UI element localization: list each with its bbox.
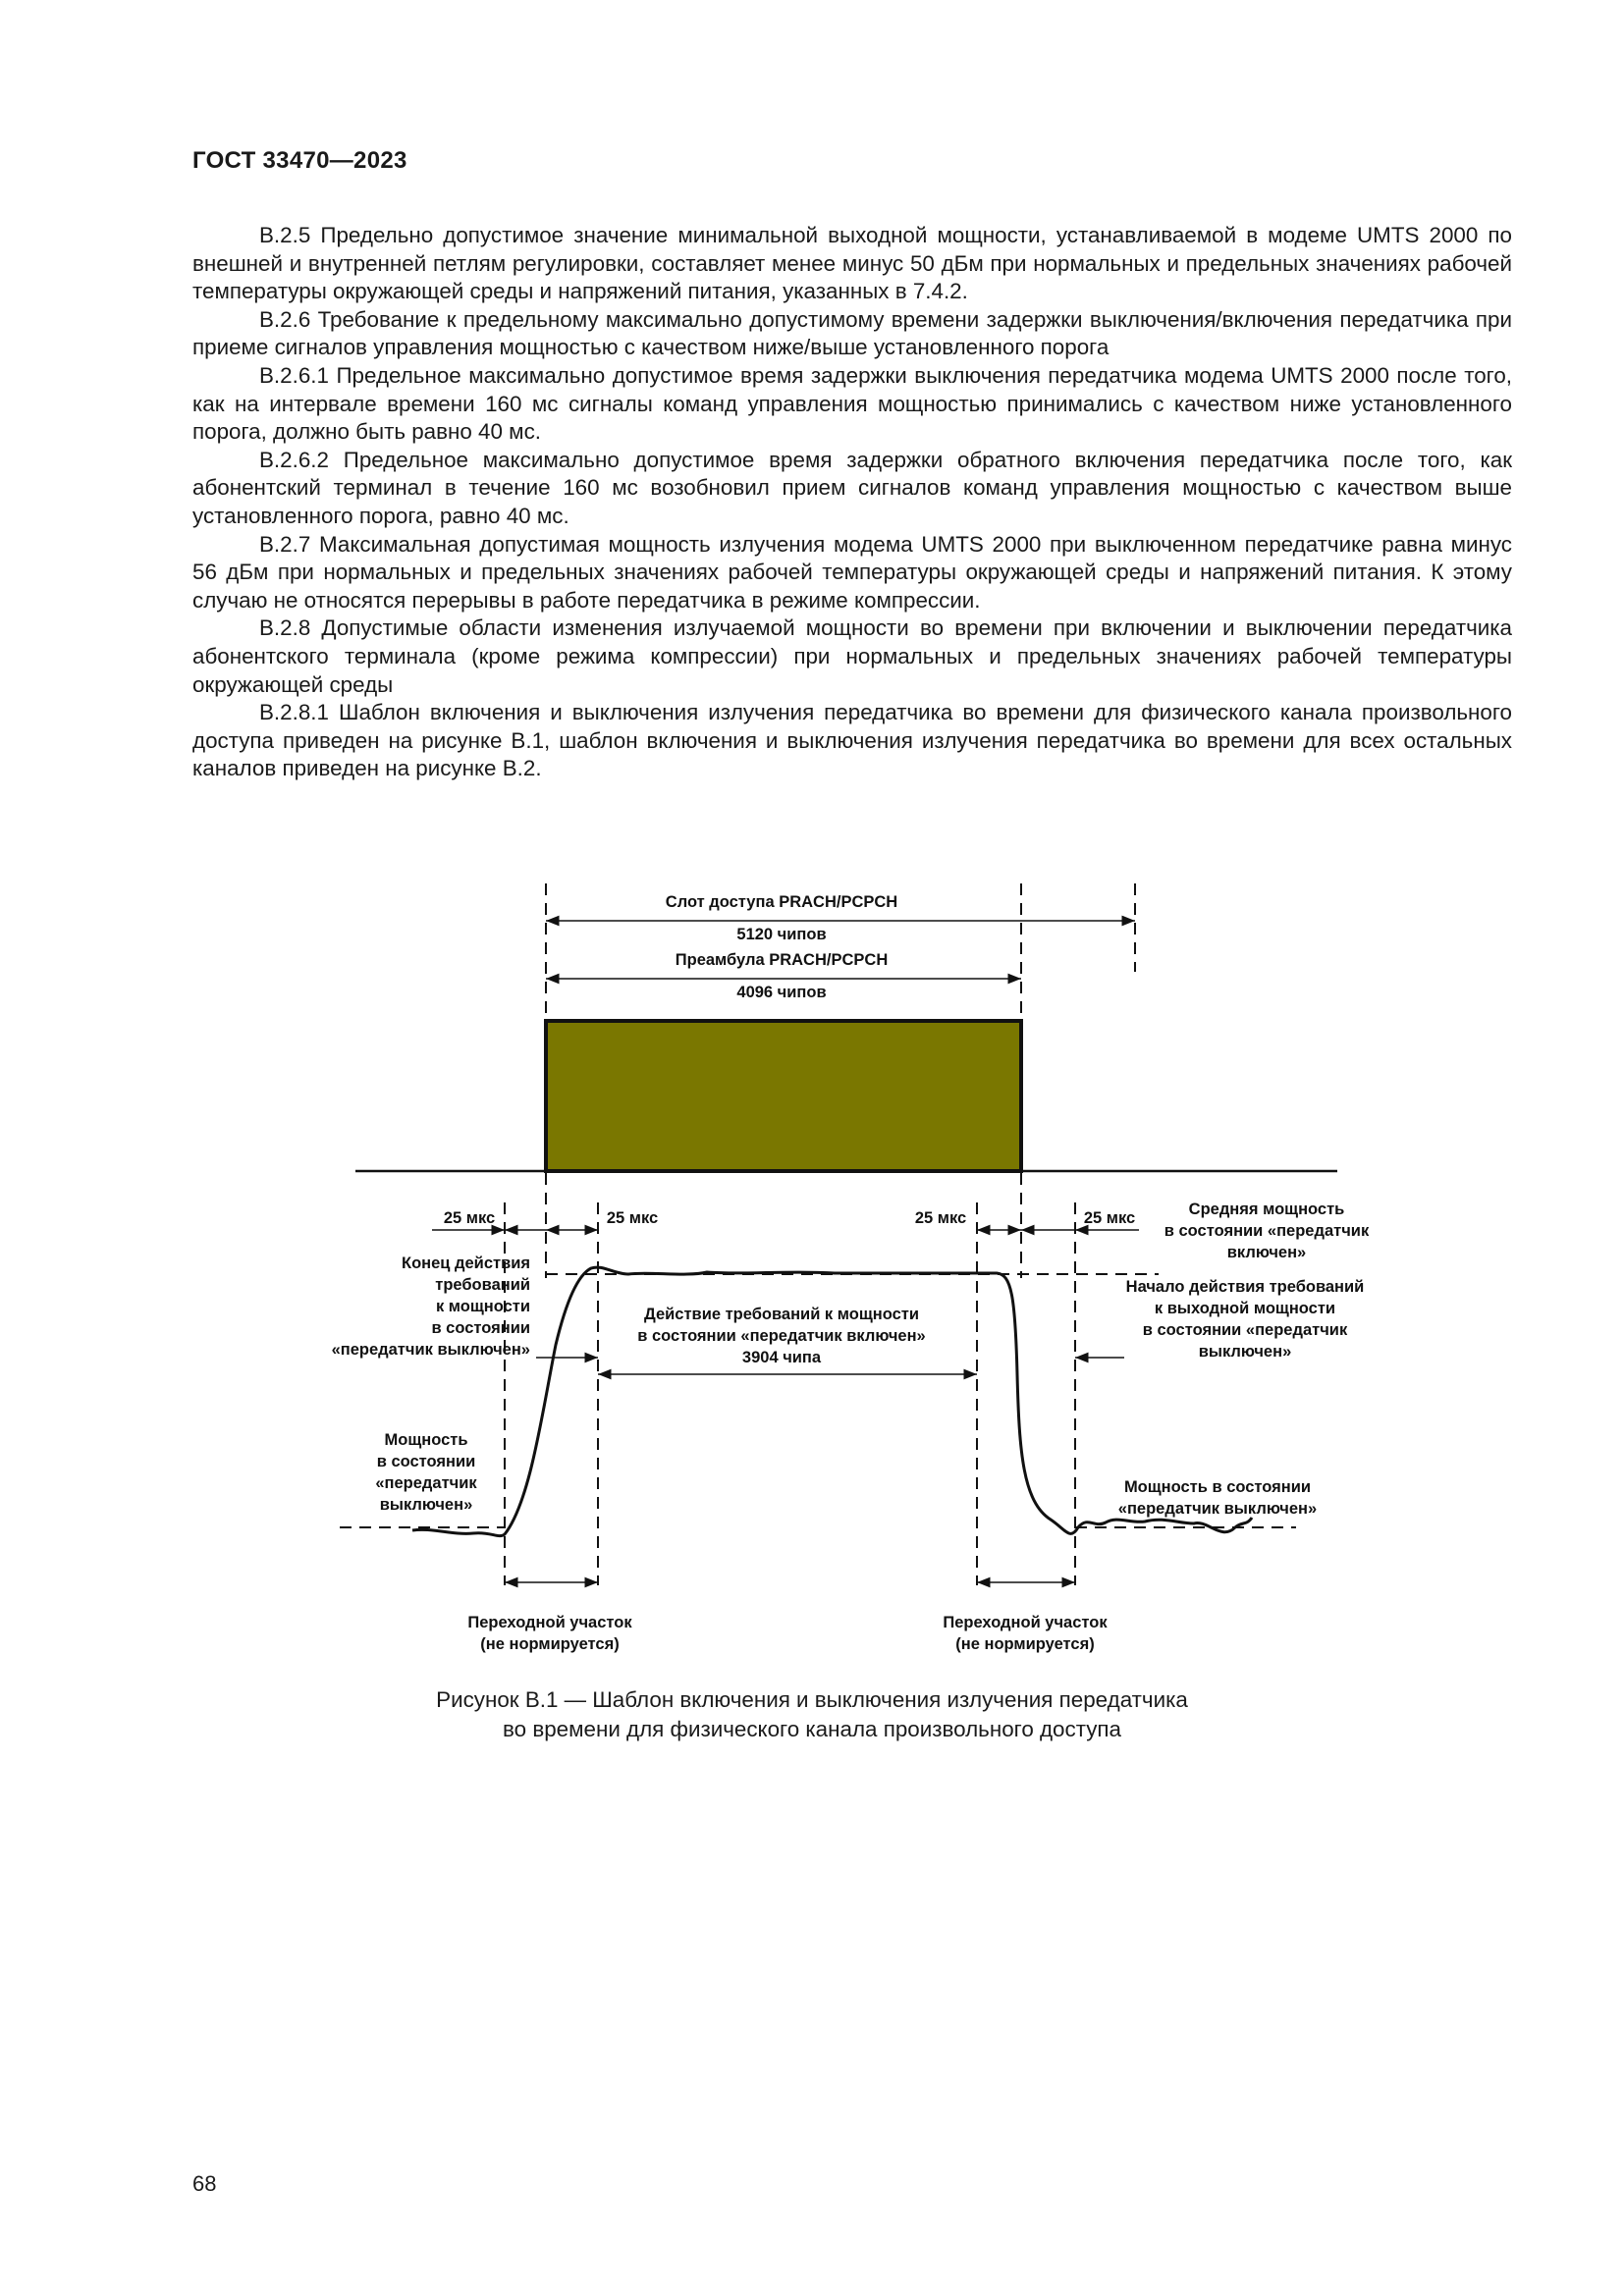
transition-right-label: (не нормируется) bbox=[955, 1635, 1095, 1653]
paragraph: В.2.5 Предельно допустимое значение минимальной выходной мощности, устанавливаемой в модеме UMTS 2000 по внешней и внутренней петлям регулировки, составляет менее минус 50 дБм при нормальных и предельных значениях рабочей температуры окружающей среды и напряжений питания, указанных в 7.4.2. bbox=[192, 223, 1512, 304]
time-25us-label: 25 мкс bbox=[1083, 1209, 1136, 1227]
on-requirement-label: в состоянии «передатчик включен» bbox=[637, 1327, 926, 1345]
power-off-left-label: выключен» bbox=[379, 1496, 473, 1514]
document-header: ГОСТ 33470—2023 bbox=[192, 147, 407, 174]
time-25us-label: 25 мкс bbox=[914, 1209, 967, 1227]
paragraph: В.2.6.1 Предельное максимально допустимое время задержки выключения передатчика модема UMTS 2000 после того, как на интервале времени 160 мс сигналы команд управления мощностью принимались с качеством ниже установленного порога, должно быть равно 40 мс. bbox=[192, 362, 1512, 445]
end-off-requirement-label: к мощности bbox=[435, 1298, 530, 1315]
transition-left-label: Переходной участок bbox=[467, 1614, 632, 1631]
slot-label: Слот доступа PRACH/PCPCH bbox=[665, 893, 898, 911]
preamble-block bbox=[546, 1021, 1021, 1171]
figure-b1 bbox=[0, 864, 1624, 1679]
power-off-left-label: в состоянии bbox=[376, 1453, 476, 1470]
end-off-requirement-label: Конец действия bbox=[402, 1255, 530, 1272]
power-off-right-label: Мощность в состоянии bbox=[1123, 1478, 1312, 1496]
end-off-requirement-label: в состоянии bbox=[431, 1319, 530, 1337]
preamble-label: Преамбула PRACH/PCPCH bbox=[675, 951, 889, 969]
body-text bbox=[192, 222, 1512, 783]
start-off-requirement-label: в состоянии «передатчик bbox=[1142, 1321, 1348, 1339]
power-off-right-label: «передатчик выключен» bbox=[1117, 1500, 1318, 1518]
paragraph: В.2.6 Требование к предельному максимально допустимому времени задержки выключения/включения передатчика при приеме сигналов управления мощностью с качеством ниже/выше установленного порога bbox=[192, 306, 1512, 360]
preamble-chips-label: 4096 чипов bbox=[736, 984, 827, 1001]
end-off-requirement-label: требований bbox=[435, 1276, 530, 1294]
transition-left-label: (не нормируется) bbox=[480, 1635, 620, 1653]
start-off-requirement-label: выключен» bbox=[1198, 1343, 1292, 1361]
paragraph: В.2.8.1 Шаблон включения и выключения излучения передатчика во времени для физического канала произвольного доступа приведен на рисунке В.1, шаблон включения и выключения излучения передатчика во времени для всех остальных каналов приведен на рисунке В.2. bbox=[192, 700, 1512, 781]
start-off-requirement-label: Начало действия требований bbox=[1125, 1278, 1365, 1296]
transition-right-label: Переходной участок bbox=[943, 1614, 1108, 1631]
figure-caption bbox=[0, 1685, 1624, 1744]
paragraph: В.2.7 Максимальная допустимая мощность излучения модема UMTS 2000 при выключенном передатчике равна минус 56 дБм при нормальных и предельных значениях рабочей температуры окружающей среды и напряжений питания. К этому случаю не относятся перерывы в работе передатчика в режиме компрессии. bbox=[192, 531, 1512, 613]
avg-power-on-label: в состоянии «передатчик bbox=[1164, 1222, 1370, 1240]
end-off-requirement-label: «передатчик выключен» bbox=[331, 1341, 530, 1359]
power-off-left-label: «передатчик bbox=[375, 1474, 477, 1492]
avg-power-on-label: Средняя мощность bbox=[1188, 1201, 1345, 1218]
paragraph: В.2.8 Допустимые области изменения излучаемой мощности во времени при включении и выключении передатчика абонентского терминала (кроме режима компрессии) при нормальных и предельных значениях рабочей температуры окружающей среды bbox=[192, 615, 1512, 697]
paragraph: В.2.6.2 Предельное максимально допустимое время задержки обратного включения передатчика после того, как абонентский терминал в течение 160 мс возобновил прием сигналов команд управления мощностью с качеством выше установленного порога, равно 40 мс. bbox=[192, 447, 1512, 528]
on-requirement-label: Действие требований к мощности bbox=[644, 1306, 919, 1323]
caption-line: Рисунок В.1 — Шаблон включения и выключения излучения передатчика bbox=[436, 1687, 1188, 1712]
power-off-left-label: Мощность bbox=[384, 1431, 468, 1449]
start-off-requirement-label: к выходной мощности bbox=[1154, 1300, 1336, 1317]
slot-chips-label: 5120 чипов bbox=[736, 926, 827, 943]
avg-power-on-label: включен» bbox=[1226, 1244, 1307, 1261]
timing-diagram bbox=[0, 864, 1624, 1679]
caption-line: во времени для физического канала произвольного доступа bbox=[503, 1717, 1121, 1741]
page-number: 68 bbox=[192, 2171, 217, 2196]
time-25us-label: 25 мкс bbox=[606, 1209, 659, 1227]
time-25us-label: 25 мкс bbox=[443, 1209, 496, 1227]
on-requirement-label: 3904 чипа bbox=[741, 1349, 822, 1366]
